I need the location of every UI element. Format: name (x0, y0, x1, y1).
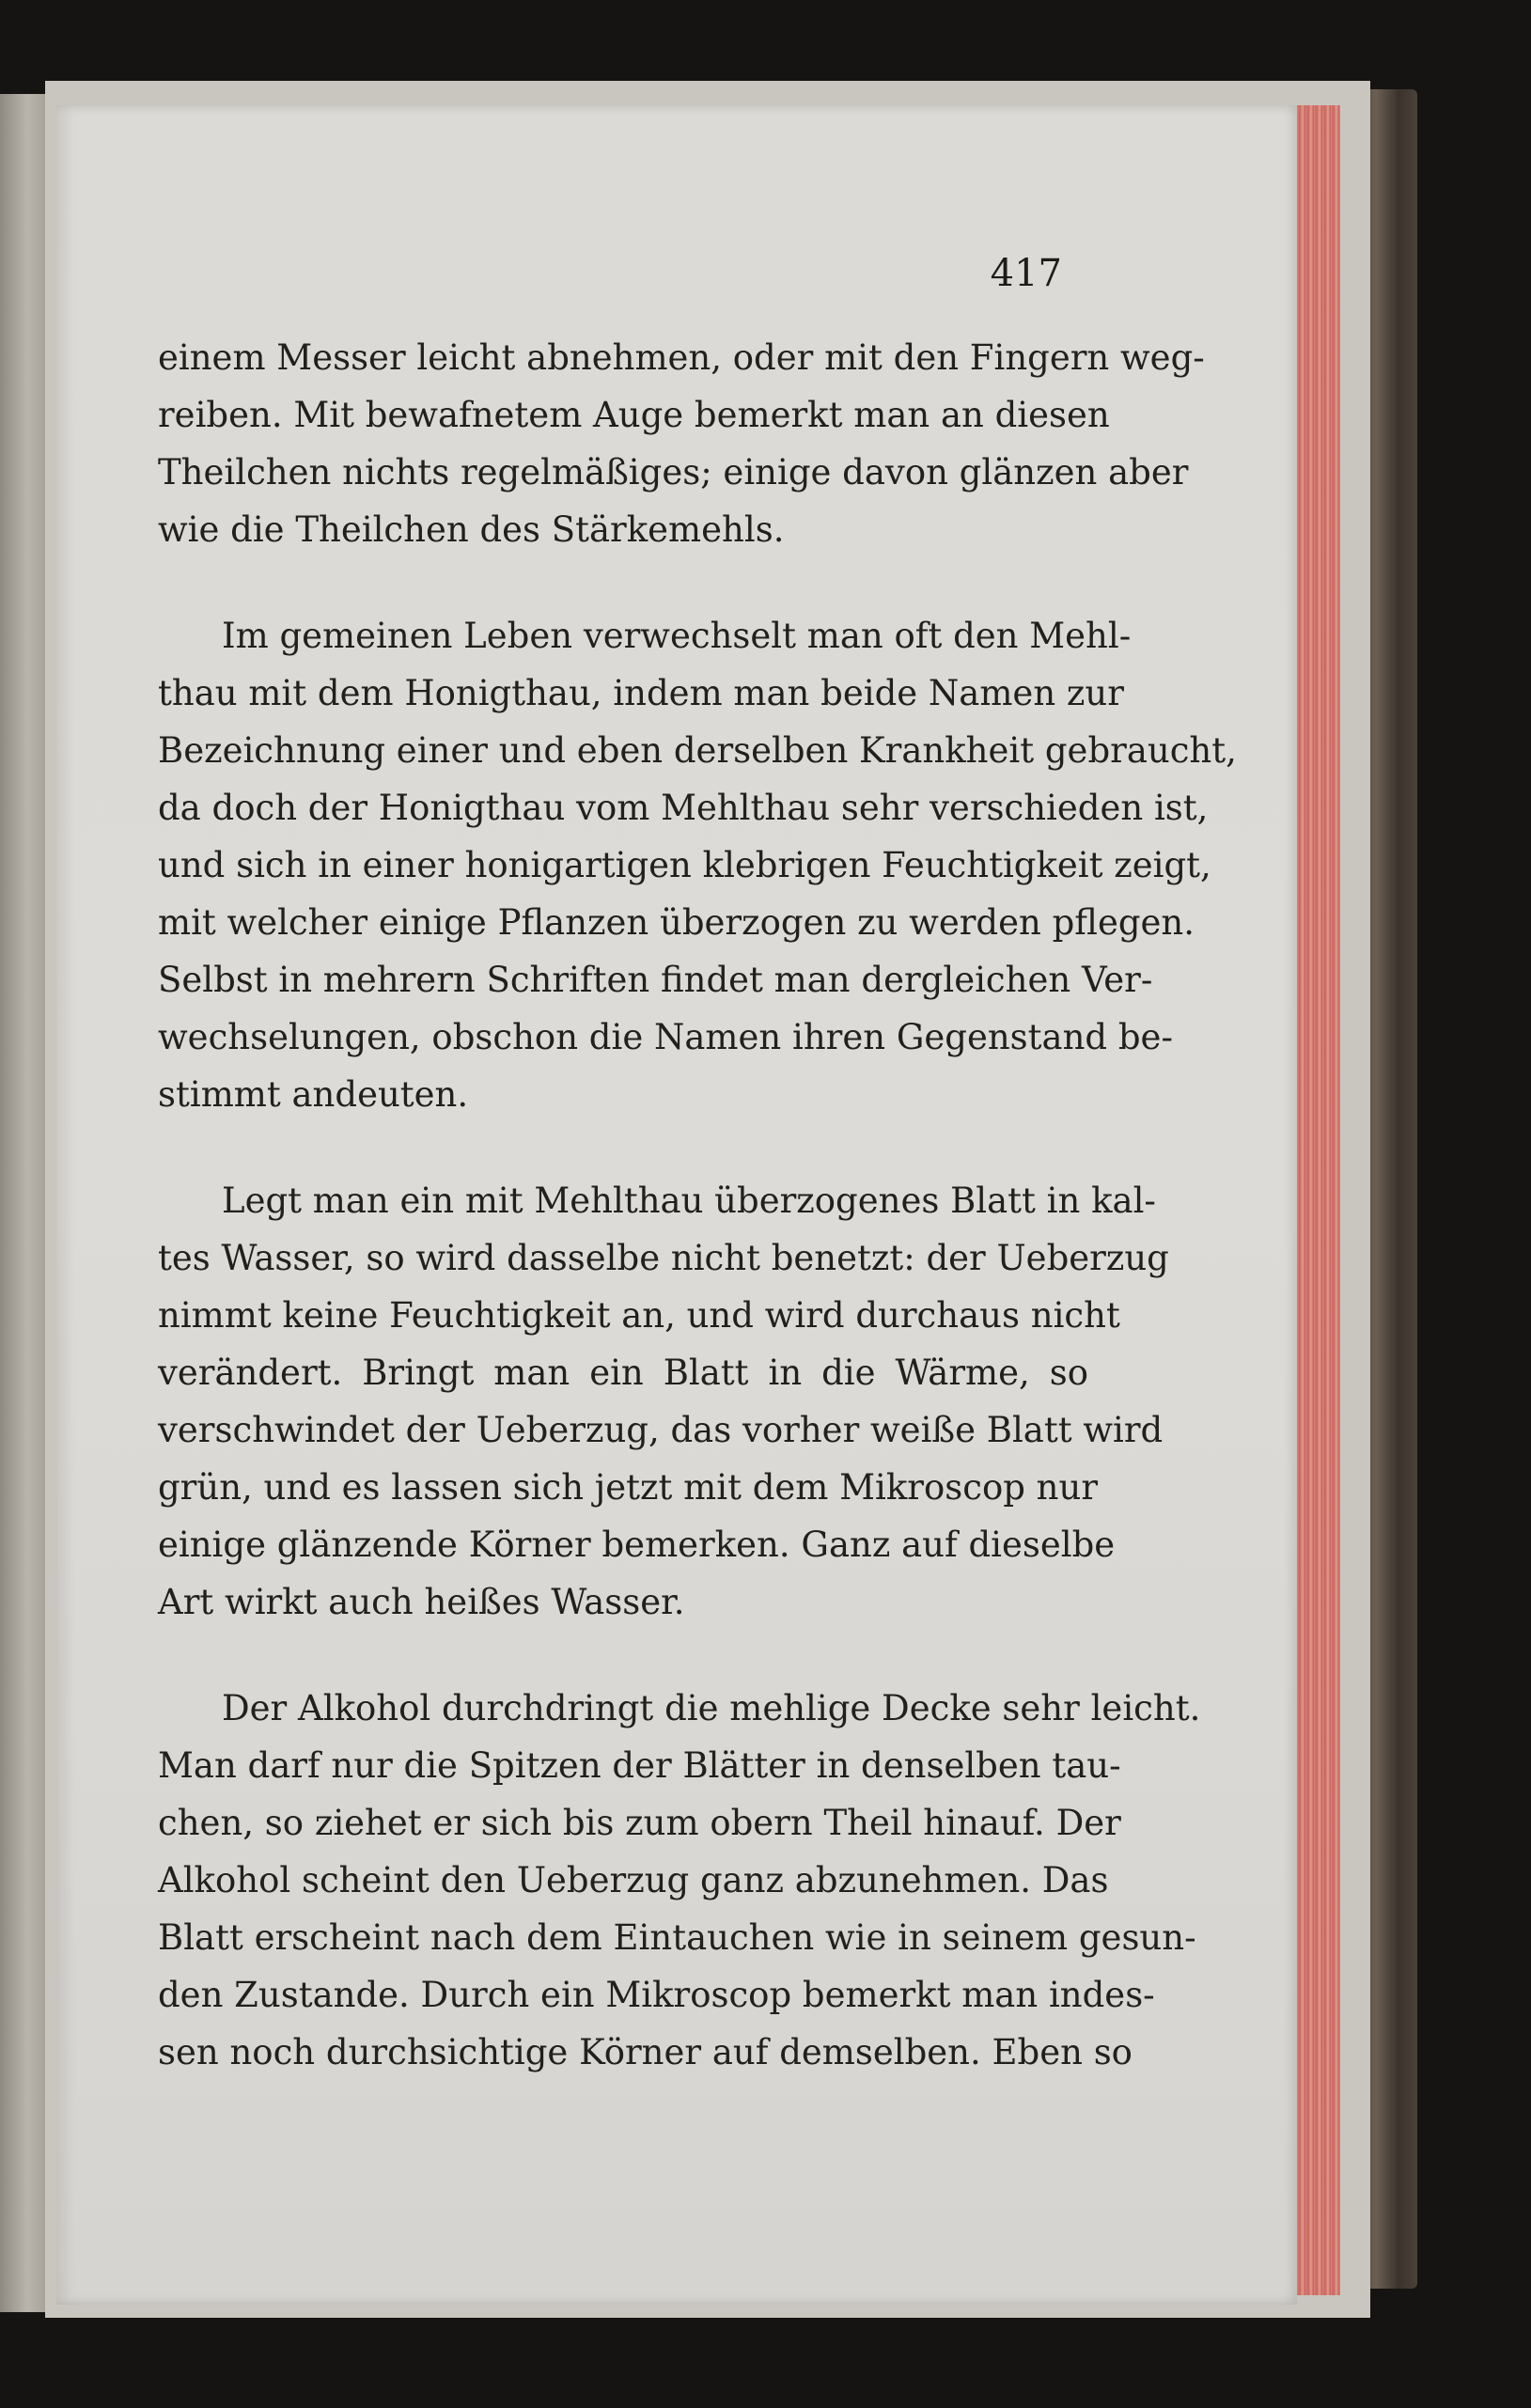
text-line: reiben. Mit bewafnetem Auge bemerkt man an diesen (158, 395, 1110, 435)
text-line: stimmt andeuten. (158, 1074, 469, 1115)
text-line: Im gemeinen Leben verwechselt man oft den Mehl- (222, 616, 1132, 656)
text-line: und sich in einer honigartigen klebrigen Feuchtigkeit zeigt, (158, 845, 1211, 885)
text-line: Legt man ein mit Mehlthau überzogenes Blatt in kal- (222, 1181, 1156, 1221)
text-line: Man darf nur die Spitzen der Blätter in denselben tau- (158, 1745, 1121, 1786)
paragraph-2 (158, 607, 1237, 1123)
text-line: wie die Theilchen des Stärkemehls. (158, 509, 785, 550)
page-number: 417 (990, 252, 1062, 295)
text-line: Bezeichnung einer und eben derselben Krankheit gebraucht, (158, 730, 1237, 771)
text-line: nimmt keine Feuchtigkeit an, und wird durchaus nicht (158, 1295, 1120, 1336)
text-line: grün, und es lassen sich jetzt mit dem Mikroscop nur (158, 1467, 1099, 1508)
red-page-edge (1297, 105, 1340, 2295)
body-text (158, 329, 1237, 2130)
text-line: tes Wasser, so wird dasselbe nicht benetzt: der Ueberzug (158, 1238, 1169, 1278)
paragraph-4 (158, 1680, 1201, 2081)
text-line: wechselungen, obschon die Namen ihren Gegenstand be- (158, 1017, 1173, 1057)
text-line: Art wirkt auch heißes Wasser. (158, 1582, 685, 1622)
paragraph-3 (158, 1172, 1169, 1631)
text-line: Alkohol scheint den Ueberzug ganz abzunehmen. Das (158, 1860, 1109, 1900)
text-line: Blatt erscheint nach dem Eintauchen wie in seinem gesun- (158, 1917, 1196, 1958)
text-line: Der Alkohol durchdringt die mehlige Decke sehr leicht. (222, 1688, 1201, 1728)
left-page-edge (0, 94, 45, 2312)
text-line: Theilchen nichts regelmäßiges; einige davon glänzen aber (158, 452, 1189, 493)
text-line: verschwindet der Ueberzug, das vorher weiße Blatt wird (158, 1410, 1164, 1450)
text-line: mit welcher einige Pflanzen überzogen zu werden pflegen. (158, 902, 1195, 943)
text-line: verändert. Bringt man ein Blatt in die Wärme, so (158, 1353, 1088, 1393)
text-line: einige glänzende Körner bemerken. Ganz auf dieselbe (158, 1525, 1116, 1565)
text-line: sen noch durchsichtige Körner auf demselben. Eben so (158, 2032, 1133, 2072)
paragraph-1 (158, 329, 1205, 558)
text-line: Selbst in mehrern Schriften findet man dergleichen Ver- (158, 960, 1153, 1000)
text-line: thau mit dem Honigthau, indem man beide Namen zur (158, 673, 1124, 713)
text-line: den Zustande. Durch ein Mikroscop bemerkt man indes- (158, 1975, 1155, 2015)
text-line: einem Messer leicht abnehmen, oder mit den Fingern weg- (158, 337, 1205, 378)
text-line: da doch der Honigthau vom Mehlthau sehr verschieden ist, (158, 788, 1209, 828)
text-line: chen, so ziehet er sich bis zum obern Theil hinauf. Der (158, 1803, 1121, 1843)
